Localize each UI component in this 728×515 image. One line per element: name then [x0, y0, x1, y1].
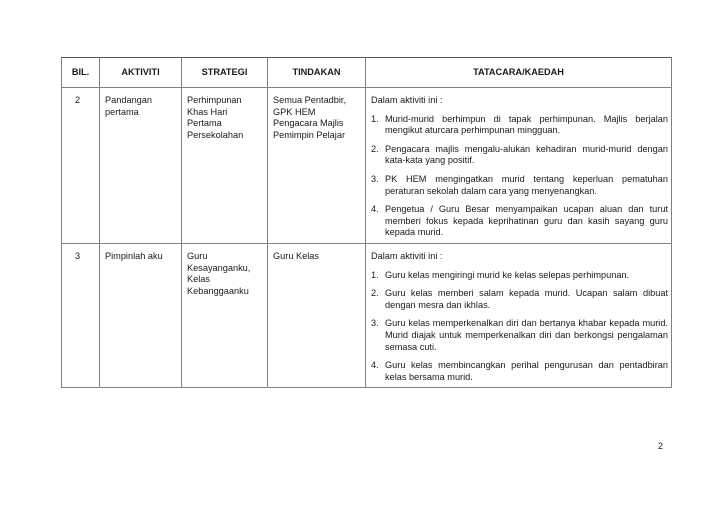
step-text: PK HEM mengingatkan murid tentang keperluan pematuhan peraturan sekolah dalam cara yang menyenangkan. [385, 173, 668, 196]
tindakan-line: Guru Kelas [273, 250, 319, 261]
strategi-line: Khas Hari [187, 106, 228, 117]
tatacara-cell [366, 88, 672, 244]
step-number: 2. [371, 288, 379, 299]
header-strategi: STRATEGI [182, 58, 268, 88]
steps-list [371, 114, 668, 239]
step-text: Guru kelas memberi salam kepada murid. Ucapan salam dibuat dengan mesra dan ikhlas. [385, 288, 668, 310]
activity-table [61, 57, 672, 388]
strategi-line: Kelas [187, 274, 210, 285]
aktiviti-line: Pimpinlah aku [105, 250, 163, 261]
step-number: 4. [371, 204, 379, 215]
bil-number: 2 [74, 95, 81, 105]
list-item [371, 288, 668, 311]
page-number: 2 [658, 441, 664, 451]
aktiviti-line: Pandangan [105, 95, 153, 105]
strategi-line: Perhimpunan [187, 95, 242, 105]
tindakan-line: GPK HEM [273, 106, 316, 117]
table-row [62, 88, 672, 244]
table-row [62, 243, 672, 387]
bil-number: 3 [74, 250, 81, 261]
intro-text: Dalam aktiviti ini : [371, 250, 443, 261]
step-text: Pengetua / Guru Besar menyampaikan ucapan aluan dan turut memberi fokus kepada keprihatinan guru dan kasih sayang guru kepada murid. [385, 204, 668, 238]
tatacara-cell [366, 243, 672, 387]
bil-cell [62, 88, 100, 244]
list-item [371, 360, 668, 383]
aktiviti-line: pertama [105, 106, 139, 117]
step-text: Murid-murid berhimpun di tapak perhimpunan. Majlis berjalan mengikut aturcara perhimpunan mingguan. [385, 113, 668, 136]
strategi-line: Guru [187, 250, 208, 261]
tindakan-line: Semua Pentadbir, [273, 95, 347, 105]
strategi-line: Kesayanganku, [187, 262, 251, 273]
bil-cell [62, 243, 100, 387]
list-item [371, 318, 668, 353]
step-text: Guru kelas membincangkan perihal pengurusan dan pentadbiran kelas bersama murid. [385, 360, 668, 382]
aktiviti-cell [100, 88, 182, 244]
step-number: 2. [371, 143, 379, 154]
step-number: 3. [371, 318, 379, 329]
steps-list [371, 270, 668, 384]
header-tindakan: TINDAKAN [268, 58, 366, 88]
table-header-row [62, 58, 672, 88]
strategi-line: Kebanggaanku [187, 285, 249, 296]
list-item [371, 174, 668, 197]
tindakan-cell [268, 88, 366, 244]
tindakan-line: Pemimpin Pelajar [273, 129, 345, 140]
step-text: Pengacara majlis mengalu-alukan kehadiran murid-murid dengan kata-kata yang positif. [385, 143, 668, 166]
step-text: Guru kelas mengiringi murid ke kelas selepas perhimpunan. [385, 269, 630, 280]
intro-text: Dalam aktiviti ini : [371, 95, 443, 105]
step-number: 4. [371, 360, 379, 371]
tindakan-line: Pengacara Majlis [273, 118, 344, 129]
list-item [371, 270, 668, 282]
strategi-cell [182, 88, 268, 244]
aktiviti-cell [100, 243, 182, 387]
step-number: 1. [371, 269, 379, 280]
step-number: 1. [371, 113, 379, 124]
header-bil: BIL. [62, 58, 100, 88]
header-aktiviti: AKTIVITI [100, 58, 182, 88]
list-item [371, 204, 668, 239]
step-text: Guru kelas memperkenalkan diri dan bertanya khabar kepada murid. Murid diajak untuk memperkenalkan diri dan berkongsi pengalaman semasa cuti. [385, 318, 668, 352]
list-item [371, 144, 668, 167]
header-tatacara: TATACARA/KAEDAH [366, 58, 672, 88]
tindakan-cell [268, 243, 366, 387]
strategi-line: Persekolahan [187, 129, 244, 140]
list-item [371, 114, 668, 137]
step-number: 3. [371, 173, 379, 184]
strategi-line: Pertama [187, 118, 222, 129]
strategi-cell [182, 243, 268, 387]
